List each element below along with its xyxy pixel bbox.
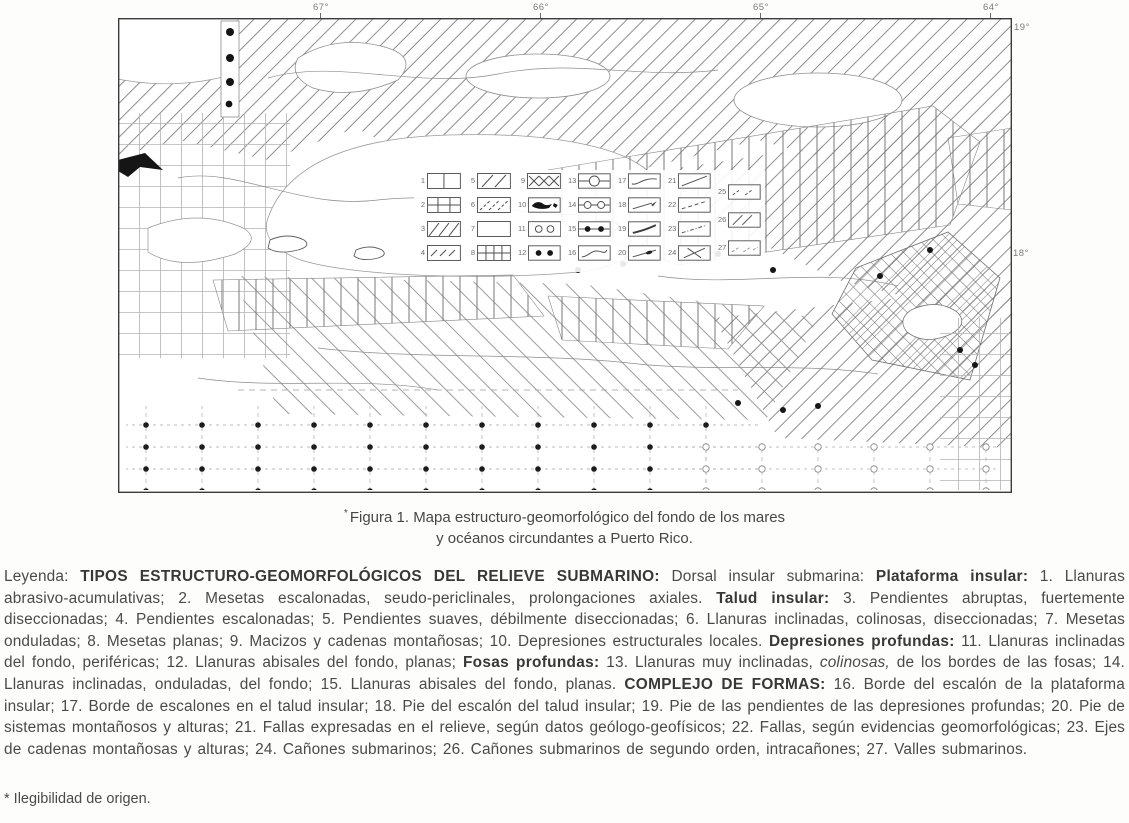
diagonal-hatch-pattern-swatch [427, 221, 461, 237]
legend-text: 16. Borde del escalón de la plataforma insular; 17. Borde de escalones en el talud insular; 18. Pie del escalón del talud insular; 19. Pie de las pendientes de las depresiones profundas; 20. Pie de sistemas montañosos y alturas; 21. Fallas expresadas en el relieve, según datos geólogo-geofísicos; 22. Fallas, según evidencias geomorfológicas; 23. Ejes de cadenas montañosas y alturas; 24. Cañones submarinos; 26. Cañones submarinos de segundo orden, intracañones; 27. Valles submarinos. [4, 675, 1125, 758]
inset-legend-item-6 [468, 197, 511, 213]
double-diagonal-pattern-swatch [427, 245, 461, 261]
thin-diagonal-pattern-swatch [678, 173, 711, 189]
inset-legend-item-number: 20 [618, 248, 627, 258]
footnote: * Ilegibilidad de origen. [4, 791, 151, 807]
geomorphological-map-figure [118, 18, 1012, 493]
bars-horizontal-pattern-swatch [477, 245, 511, 261]
lon-label-64: 64° [983, 2, 999, 13]
curve-pattern-swatch [578, 245, 611, 261]
inset-legend-item-12 [518, 245, 561, 261]
inset-legend-item-25 [718, 184, 761, 200]
inset-legend-item-number: 3 [420, 224, 426, 234]
open-circles-pattern-swatch [528, 221, 561, 237]
inset-legend-column [418, 173, 461, 269]
legend-text: 3. Pendientes abruptas, fuertemente diseccionadas; 4. Pendientes escalonadas; 5. Pendientes suaves, débilmente diseccionadas; 6. Llanuras inclinadas, colinosas, diseccionadas; 7. Mesetas onduladas; 8. Mesetas planas; 9. Macizos y cadenas montañosas; 10. Depresiones estructurales locales. [4, 589, 1126, 650]
grid-pattern-swatch [427, 197, 461, 213]
s-curve-pattern-swatch [628, 173, 661, 189]
inset-legend-item-10 [518, 197, 561, 213]
diagonal-lines-pattern-swatch [477, 173, 511, 189]
filled-circles-pattern-swatch [528, 245, 561, 261]
dashed-diagonal-pattern-swatch [477, 197, 511, 213]
inset-legend-item-number: 19 [618, 224, 627, 234]
inset-legend-item-number: 27 [718, 243, 727, 253]
dashed-line-pattern-swatch [678, 197, 711, 213]
inset-legend-item-number: 6 [470, 200, 476, 210]
short-dashes-pattern-swatch [728, 184, 761, 200]
inset-legend-item-number: 22 [668, 200, 677, 210]
inset-legend-item-7 [468, 221, 511, 237]
legend-text: Dorsal insular submarina: [659, 568, 876, 585]
lon-label-66: 66° [533, 2, 549, 13]
inset-legend-item-17 [618, 173, 661, 189]
dots-line-pattern-swatch [578, 221, 611, 237]
caption-line-2: y océanos circundantes a Puerto Rico. [436, 530, 693, 547]
inset-legend-item-number: 12 [518, 248, 527, 258]
inset-legend-column [468, 173, 511, 269]
legend-text: colinosas, [819, 654, 890, 672]
lat-label-19: 19° [1014, 22, 1030, 33]
inset-legend-item-20 [618, 245, 661, 261]
faint-dashes-pattern-swatch [728, 240, 761, 256]
legend-heading: COMPLEJO DE FORMAS: [624, 675, 826, 693]
inset-legend-item-9 [518, 173, 561, 189]
inset-legend-item-number: 18 [618, 200, 627, 210]
inset-legend-item-number: 16 [568, 248, 577, 258]
thick-curve-pattern-swatch [628, 221, 661, 237]
inset-legend-item-8 [468, 245, 511, 261]
inset-legend-item-3 [418, 221, 461, 237]
legend-text: de los bordes de las fosas; 14. Llanuras inclinadas, onduladas, del fondo; 15. Llanuras abisales del fondo, planas. [4, 654, 1125, 693]
circles-line-pattern-swatch [578, 197, 611, 213]
inset-legend-item-number: 5 [470, 176, 476, 186]
inset-legend-item-13 [568, 173, 611, 189]
caption-asterisk: * [343, 508, 348, 519]
inset-legend-item-27 [718, 240, 761, 256]
legend-text: 1. Llanuras abrasivo-acumulativas; 2. Mesetas escalonadas, seudo-periclinales, prolongaciones axiales. [4, 568, 1125, 607]
inset-legend-item-15 [568, 221, 611, 237]
cross-lines-pattern-swatch [678, 245, 711, 261]
crosshatch-pattern-swatch [527, 173, 561, 189]
inset-legend-item-number: 26 [718, 215, 727, 225]
inset-legend-item-number: 15 [568, 224, 577, 234]
inset-legend-item-number: 14 [568, 200, 577, 210]
hatch-small-pattern-swatch [728, 212, 761, 228]
inset-legend-column [718, 184, 761, 269]
inset-legend-item-14 [568, 197, 611, 213]
inset-legend-item-number: 17 [618, 176, 627, 186]
inset-legend-item-number: 24 [668, 248, 677, 258]
inset-legend-item-1 [418, 173, 461, 189]
legend-heading: Talud insular: [716, 589, 830, 607]
inset-legend-column [568, 173, 611, 269]
inset-legend-item-number: 11 [518, 224, 526, 234]
map-inset-symbol-legend [414, 170, 765, 272]
legend-text: 11. Llanuras inclinadas del fondo, periféricas; 12. Llanuras abisales del fondo, planas; [4, 632, 1125, 672]
vertical-line-pattern-swatch [427, 173, 461, 189]
black-blobs-pattern-swatch [528, 197, 561, 213]
inset-legend-item-number: 4 [420, 248, 426, 258]
legend-heading: Fosas profundas: [462, 654, 600, 672]
caption-line-1: * Figura 1. Mapa estructuro-geomorfológico del fondo de los mares [343, 508, 786, 526]
inset-legend-item-number: 23 [668, 224, 677, 234]
inset-legend-item-23 [668, 221, 711, 237]
legend-text: Leyenda: [4, 568, 81, 585]
inset-legend-item-number: 1 [420, 176, 426, 186]
circle-line-pattern-swatch [578, 173, 611, 189]
inset-legend-item-22 [668, 197, 711, 213]
lon-label-67: 67° [313, 2, 329, 13]
inset-legend-item-18 [618, 197, 661, 213]
teardrop-diagonal-pattern-swatch [628, 245, 661, 261]
legend-heading: Depresiones profundas: [768, 632, 955, 650]
inset-legend-item-11 [518, 221, 561, 237]
figure-caption [0, 503, 1129, 549]
legend-heading: Plataforma insular: [875, 568, 1029, 585]
inset-legend-item-4 [418, 245, 461, 261]
inset-legend-item-number: 25 [718, 187, 727, 197]
inset-legend-item-21 [668, 173, 711, 189]
inset-legend-item-number: 8 [470, 248, 476, 258]
inset-legend-item-number: 21 [668, 176, 677, 186]
inset-legend-column [668, 173, 711, 269]
inset-legend-item-16 [568, 245, 611, 261]
inset-legend-item-number: 9 [520, 176, 526, 186]
inset-legend-item-number: 7 [470, 224, 476, 234]
empty-pattern-swatch [477, 221, 511, 237]
legend-paragraph [4, 566, 1125, 760]
inset-legend-item-number: 13 [568, 176, 577, 186]
legend-heading: TIPOS ESTRUCTURO-GEOMORFOLÓGICOS DEL RELIEVE SUBMARINO: [80, 568, 660, 585]
inset-legend-item-19 [618, 221, 661, 237]
inset-legend-item-24 [668, 245, 711, 261]
inset-legend-column [518, 173, 561, 269]
lat-label-18: 18° [1013, 248, 1029, 259]
dash-dot-pattern-swatch [678, 221, 711, 237]
arrow-diagonal-pattern-swatch [628, 197, 661, 213]
inset-legend-item-number: 10 [518, 200, 527, 210]
inset-legend-item-5 [468, 173, 511, 189]
legend-text: 13. Llanuras muy inclinadas, [599, 654, 820, 672]
inset-legend-item-26 [718, 212, 761, 228]
inset-legend-column [618, 173, 661, 269]
inset-legend-item-2 [418, 197, 461, 213]
lon-label-65: 65° [753, 2, 769, 13]
inset-legend-item-number: 2 [420, 200, 426, 210]
